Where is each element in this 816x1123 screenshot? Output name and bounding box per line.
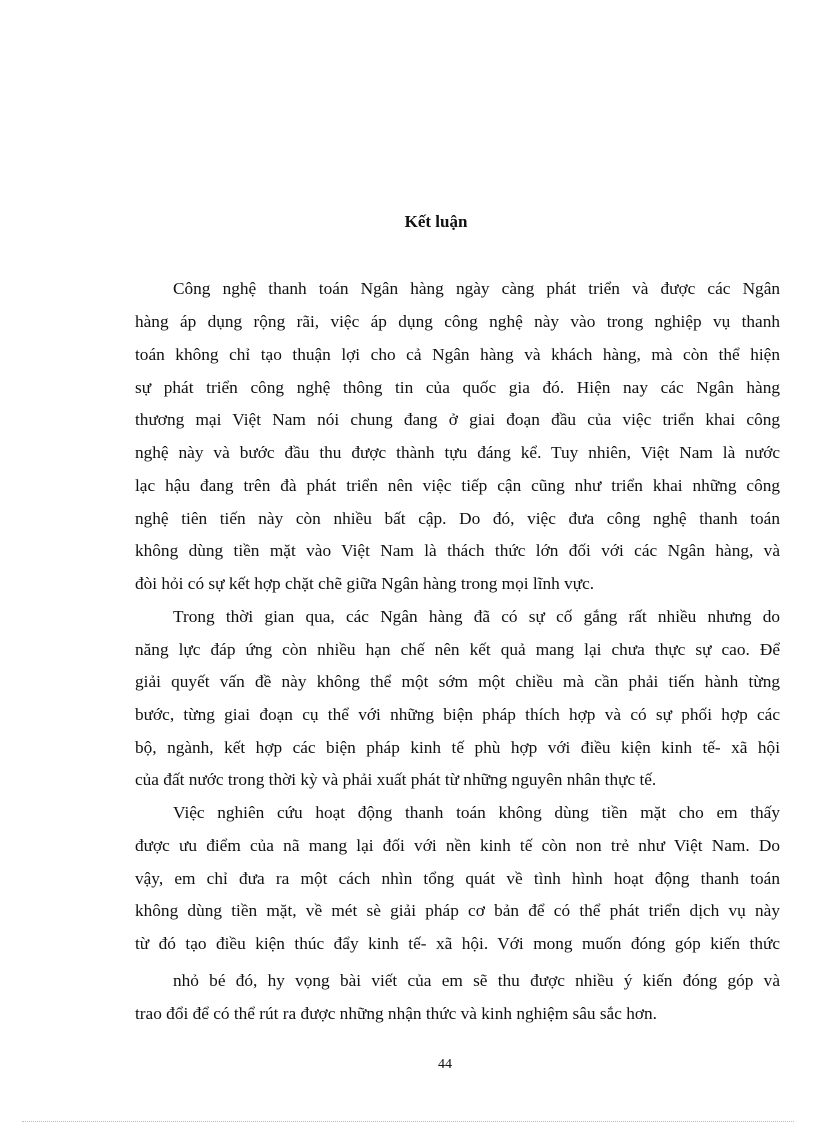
text-line: đòi hỏi có sự kết hợp chặt chẽ giữa Ngân hàng trong mọi lĩnh vực. xyxy=(135,574,595,593)
text-line: của đất nước trong thời kỳ và phải xuất phát từ những nguyên nhân thực tế. xyxy=(135,770,657,789)
text-line: bước, từng giai đoạn cụ thể với những biện pháp thích hợp và có sự phối hợp các xyxy=(135,705,780,724)
text-line: không dùng tiền mặt vào Việt Nam là thách thức lớn đối với các Ngân hàng, và xyxy=(135,541,780,560)
text-line: thương mại Việt Nam nói chung đang ở giai đoạn đầu của việc triển khai công xyxy=(135,410,780,429)
text-line: sự phát triển công nghệ thông tin của quốc gia đó. Hiện nay các Ngân hàng xyxy=(135,378,780,397)
text-line: vậy, em chỉ đưa ra một cách nhìn tổng quát về tình hình hoạt động thanh toán xyxy=(135,869,780,888)
text-line: nghệ này và bước đầu thu được thành tựu đáng kể. Tuy nhiên, Việt Nam là nước xyxy=(135,443,780,462)
text-line: giải quyết vấn đề này không thể một sớm một chiều mà cần phải tiến hành từng xyxy=(135,672,780,691)
text-line: từ đó tạo điều kiện thúc đẩy kinh tế- xã hội. Với mong muốn đóng góp kiến thức xyxy=(135,934,780,953)
text-line: hàng áp dụng rộng rãi, việc áp dụng công nghệ này vào trong nghiệp vụ thanh xyxy=(135,312,780,331)
text-line: lạc hậu đang trên đà phát triển nên việc tiếp cận cũng như triển khai những công xyxy=(135,476,780,495)
text-line: trao đổi để có thể rút ra được những nhận thức và kinh nghiệm sâu sắc hơn. xyxy=(135,1004,657,1023)
page-bottom-divider xyxy=(22,1121,794,1122)
text-line: Trong thời gian qua, các Ngân hàng đã có sự cố gắng rất nhiều nhưng do xyxy=(173,607,780,626)
text-line: không dùng tiền mặt, về mét sè giải pháp cơ bản để có thể phát triển dịch vụ này xyxy=(135,901,780,920)
text-line: toán không chỉ tạo thuận lợi cho cả Ngân hàng và khách hàng, mà còn thể hiện xyxy=(135,345,780,364)
page-title: Kết luận xyxy=(404,212,468,231)
text-line: nhỏ bé đó, hy vọng bài viết của em sẽ thu được nhiều ý kiến đóng góp và xyxy=(173,971,780,990)
text-line: bộ, ngành, kết hợp các biện pháp kinh tế phù hợp với điều kiện kinh tế- xã hội xyxy=(135,738,780,757)
text-line: năng lực đáp ứng còn nhiều hạn chế nên kết quả mang lại chưa thực sự cao. Để xyxy=(135,640,780,659)
text-line: được ưu điểm của nã mang lại đối với nền kinh tế còn non trẻ như Việt Nam. Do xyxy=(135,836,780,855)
text-line: Công nghệ thanh toán Ngân hàng ngày càng phát triển và được các Ngân xyxy=(173,279,780,298)
page-number: 44 xyxy=(438,1057,452,1072)
text-line: Việc nghiên cứu hoạt động thanh toán không dùng tiền mặt cho em thấy xyxy=(173,803,780,822)
text-line: nghệ tiên tiến này còn nhiều bất cập. Do đó, việc đưa công nghệ thanh toán xyxy=(135,509,780,528)
